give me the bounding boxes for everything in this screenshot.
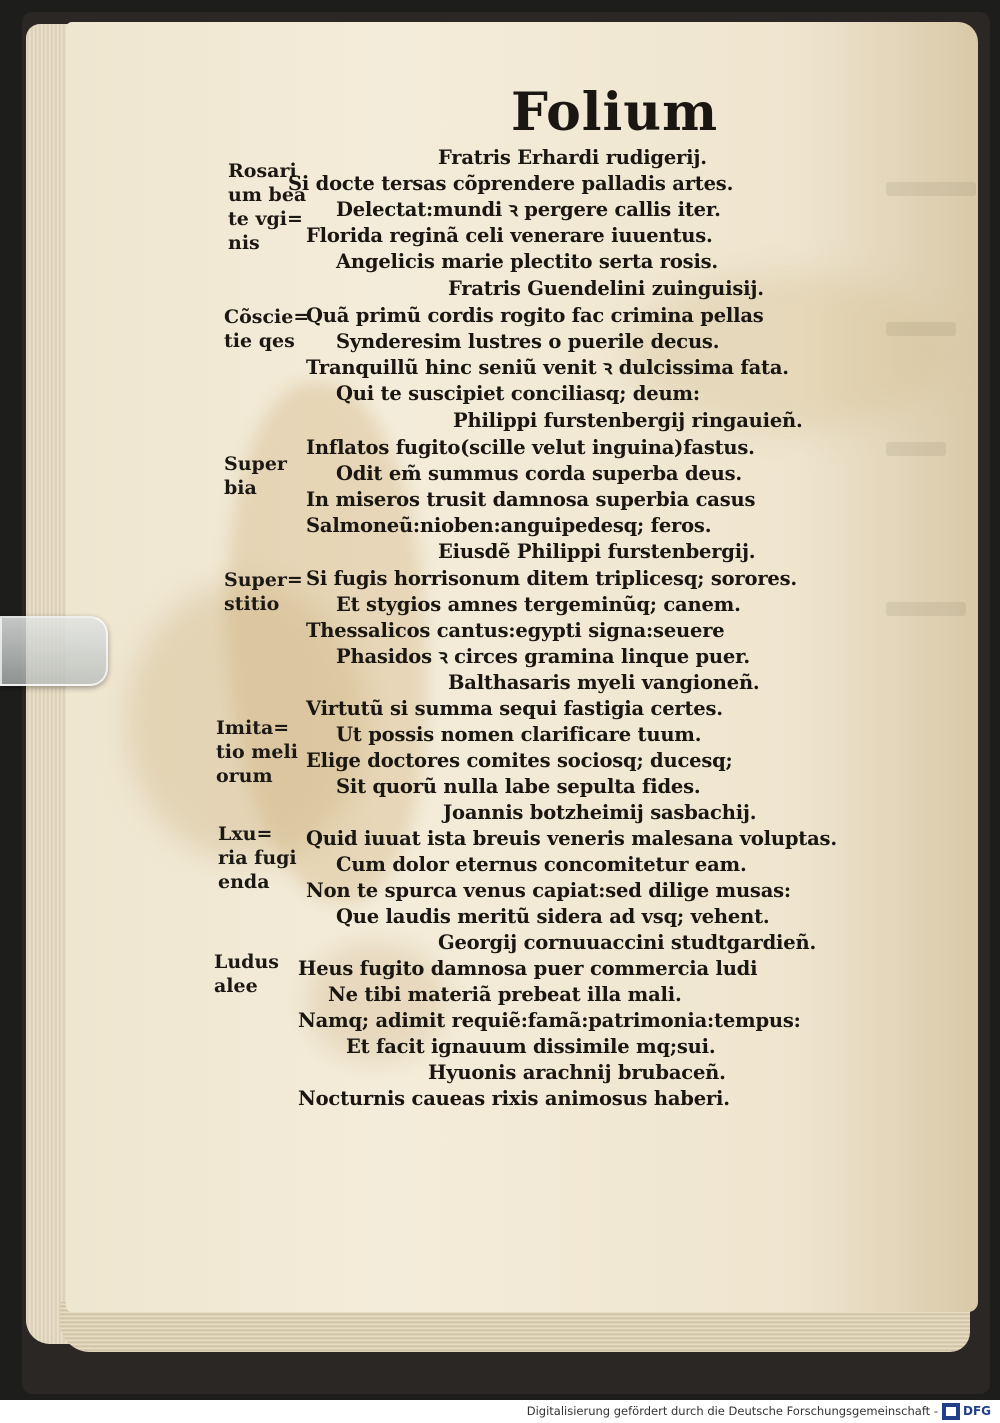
author-heading: Hyuonis arachnij brubaceñ. [428,1061,726,1084]
funding-credit: Digitalisierung gefördert durch die Deutsche Forschungsgemeinschaft - [526,1404,938,1418]
verse-line: Virtutũ si summa sequi fastigia certes. [306,697,723,720]
author-heading: Georgij cornuuaccini studtgardieñ. [438,931,817,954]
author-heading: Philippi furstenbergij ringauieñ. [453,409,803,432]
author-heading: Fratris Guendelini zuinguisij. [448,277,764,300]
margin-note: Cõscie= tie qes [224,306,310,352]
verse-line: Que laudis meritũ sidera ad vsq; vehent. [336,905,770,928]
verse-line: Florida reginã celi venerare iuuentus. [306,224,713,247]
show-through-mark [886,182,976,196]
margin-note: Super= stitio [224,569,303,615]
verse-line: Si fugis horrisonum ditem triplicesq; sorores. [306,567,797,590]
author-heading: Eiusdẽ Philippi furstenbergij. [438,540,756,563]
verse-line: Cum dolor eternus concomitetur eam. [336,853,747,876]
dfg-logo-icon [942,1403,992,1420]
margin-note: Super bia [224,453,287,499]
book-page [66,22,978,1312]
author-heading: Balthasaris myeli vangioneñ. [448,671,760,694]
footer-bar [0,1400,1000,1423]
margin-note: Ludus alee [214,951,279,997]
verse-line: Angelicis marie plectito serta rosis. [336,250,719,273]
verse-line: Odit em̃ summus corda superba deus. [336,462,742,485]
author-heading: Fratris Erhardi rudigerij. [438,146,707,169]
page-title: Folium [511,82,719,143]
show-through-mark [886,602,966,616]
verse-line: Delectat:mundi ꝛ pergere callis iter. [336,198,721,221]
verse-line: Qui te suscipiet conciliasq; deum: [336,382,700,405]
verse-line: Thessalicos cantus:egypti signa:seuere [306,619,725,642]
show-through-mark [886,442,946,456]
margin-note: Rosari um bea te vgi= nis [228,160,307,254]
dfg-mark-icon [942,1403,960,1420]
verse-line: Quã primũ cordis rogito fac crimina pellas [306,304,764,327]
dfg-logo-text: DFG [963,1404,992,1418]
verse-line: In miseros trusit damnosa superbia casus [306,488,756,511]
margin-note: Lxu= ria fugi enda [218,823,297,893]
verse-line: Et stygios amnes tergeminũq; canem. [336,593,741,616]
verse-line: Salmoneũ:nioben:anguipedesq; feros. [306,514,712,537]
verse-line: Inflatos fugito(scille velut inguina)fastus. [306,436,755,459]
verse-line: Namq; adimit requiẽ:famã:patrimonia:tempus: [298,1009,801,1032]
verse-line: Nocturnis caueas rixis animosus haberi. [298,1087,730,1110]
verse-line: Phasidos ꝛ circes gramina linque puer. [336,645,750,668]
verse-line: Elige doctores comites sociosq; ducesq; [306,749,733,772]
margin-note: Imita= tio meli orum [216,717,298,787]
show-through-mark [886,322,956,336]
verse-line: Quid iuuat ista breuis veneris malesana voluptas. [306,827,837,850]
verse-line: Si docte tersas cõprendere palladis artes. [288,172,734,195]
verse-line: Heus fugito damnosa puer commercia ludi [298,957,758,980]
verse-line: Synderesim lustres o puerile decus. [336,330,720,353]
verse-line: Tranquillũ hinc seniũ venit ꝛ dulcissima fata. [306,356,789,379]
verse-line: Sit quorũ nulla labe sepulta fides. [336,775,701,798]
page-clip [0,616,108,686]
author-heading: Joannis botzheimij sasbachij. [443,801,757,824]
verse-line: Non te spurca venus capiat:sed dilige musas: [306,879,791,902]
verse-line: Ut possis nomen clarificare tuum. [336,723,702,746]
verse-line: Et facit ignauum dissimile mq;sui. [346,1035,716,1058]
verse-line: Ne tibi materiã prebeat illa mali. [328,983,682,1006]
